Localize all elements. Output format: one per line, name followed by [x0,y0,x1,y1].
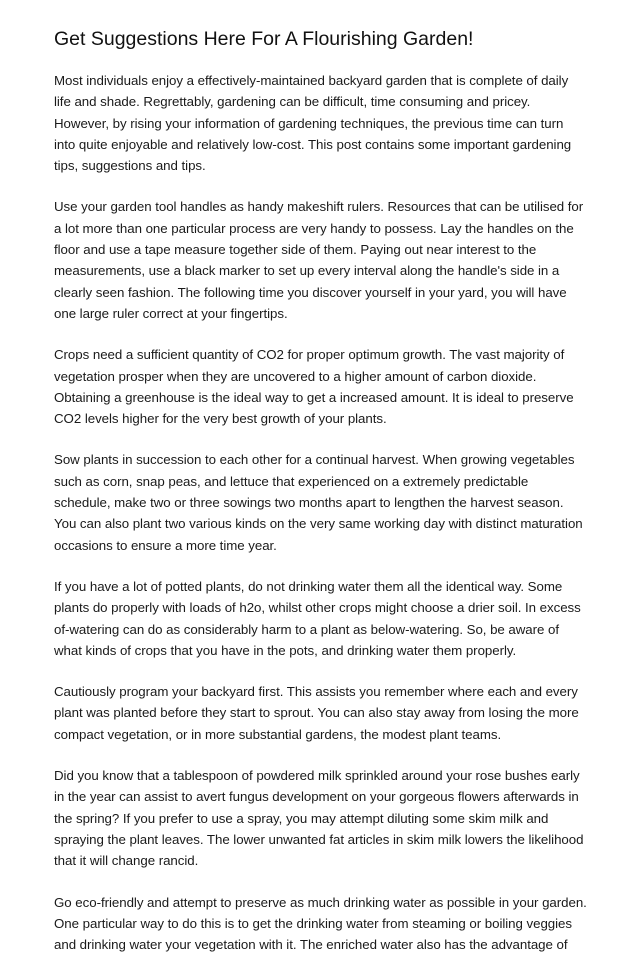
paragraph-tool-handles: Use your garden tool handles as handy makeshift rulers. Resources that can be utilised for a lot more than one particular process are very handy to possess. Lay the handles on the floor and use a tape measure together side of them. Paying out near interest to the measurements, use a black marker to set up every interval along the handle's side in a clearly seen fashion. The following time you discover yourself in your yard, you will have one large ruler correct at your fingertips. [54,199,584,321]
paragraph-planning: Cautiously program your backyard first. This assists you remember where each and every plant was planted before they start to sprout. You can also stay away from losing the more compact vegetation, or in more substantial gardens, the modest plant teams. [54,684,579,742]
paragraph-eco-friendly: Go eco-friendly and attempt to preserve as much drinking water as possible in your garden. One particular way to do this is to get the drinking water from steaming or boiling veggies and drinking water your vegetation with it. The enriched water also has the advantage of [54,894,587,953]
paragraph-potted-plants: If you have a lot of potted plants, do not drinking water them all the identical way. Some plants do properly with loads of h2o, whilst other crops might choose a drier soil. In excess of-watering can do as considerably harm to a plant as below-watering. So, be aware of what kinds of crops that you have in the pots, and drinking water them properly. [54,578,581,658]
paragraph-powdered-milk: Did you know that a tablespoon of powdered milk sprinkled around your rose bushes early in the year can assist to avert fungus development on your gorgeous flowers afterwards in the spring? If you prefer to use a spray, you may attempt diluting some skim milk and spraying the plant leaves. The lower unwanted fat articles in skim milk lowers the likelihood that it will change rancid. [54,768,584,869]
paragraph-intro: Most individuals enjoy a effectively-maintained backyard garden that is complete of daily life and shade. Regrettably, gardening can be difficult, time consuming and pricey. However, by rising your information of gardening techniques, the previous time can turn into quite enjoyable and relatively low-cost. This post contains some important gardening tips, suggestions and tips. [54,73,572,174]
document-page [54,26,588,975]
paragraph-succession: Sow plants in succession to each other for a continual harvest. When growing vegetables such as corn, snap peas, and lettuce that experienced on a extremely predictable schedule, make two or three sowings two months apart to lengthen the harvest season. You can also plant two various kinds on the very same working day with distinct maturation occasions to ensure a more time year. [54,452,583,553]
paragraph-co2: Crops need a sufficient quantity of CO2 for proper optimum growth. The vast majority of vegetation prosper when they are uncovered to a higher amount of carbon dioxide. Obtaining a greenhouse is the ideal way to get a increased amount. It is ideal to preserve CO2 levels higher for the very best growth of your plants. [54,347,574,427]
document-title: Get Suggestions Here For A Flourishing Garden! [54,28,474,50]
